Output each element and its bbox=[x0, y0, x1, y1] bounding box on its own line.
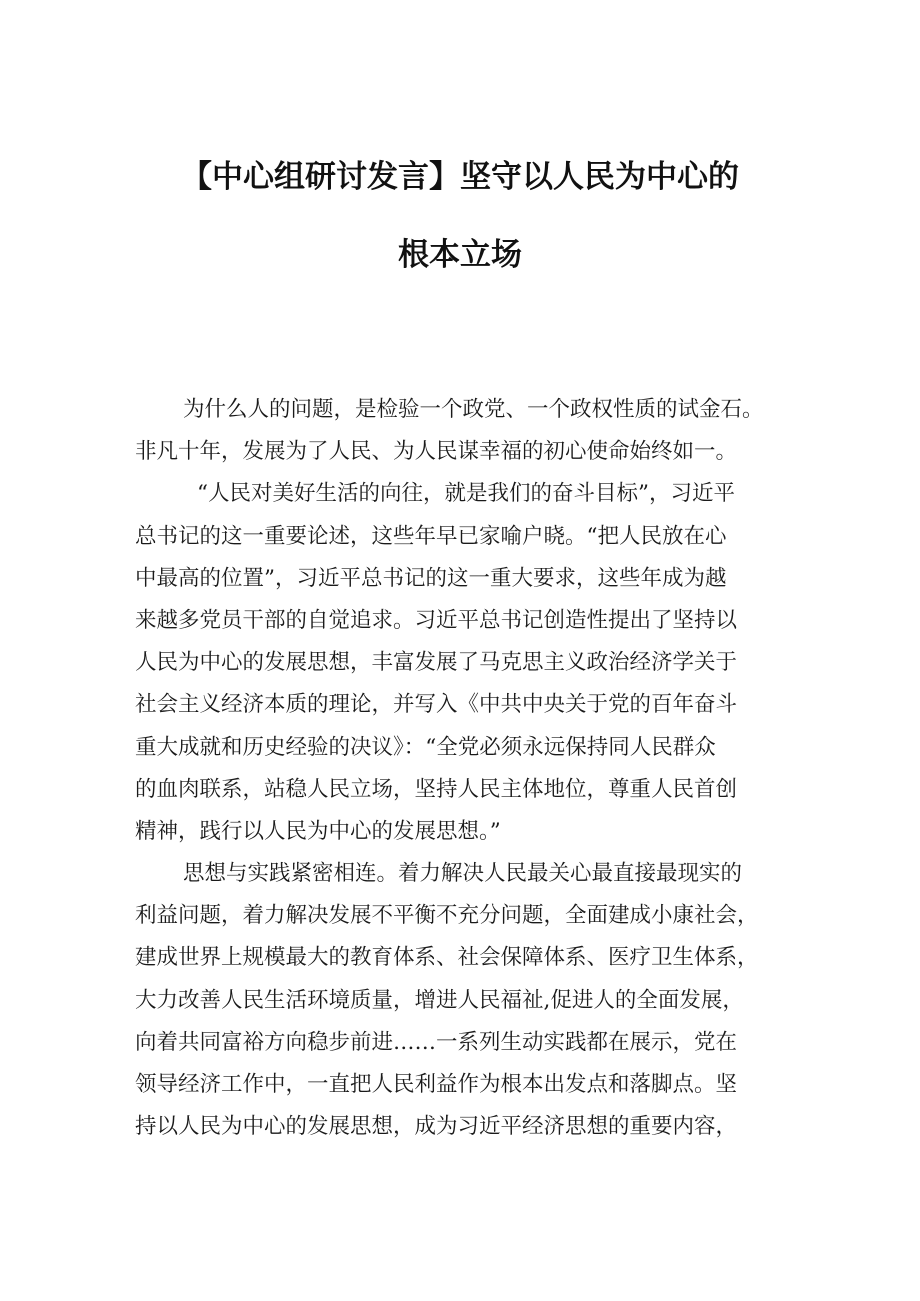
body-line: 持以人民为中心的发展思想，成为习近平经济思想的重要内容， bbox=[135, 1114, 738, 1140]
document-body bbox=[135, 389, 803, 1148]
body-line: 重大成就和历史经验的决议》：“全党必须永远保持同人民群众 bbox=[135, 734, 716, 760]
body-line: “人民对美好生活的向往，就是我们的奋斗目标”，习近平 bbox=[197, 481, 735, 507]
body-line: 人民为中心的发展思想，丰富发展了马克思主义政治经济学关于 bbox=[135, 650, 738, 676]
body-line: 的血肉联系，站稳人民立场，坚持人民主体地位，尊重人民首创 bbox=[135, 776, 738, 802]
body-line: 为什么人的问题，是检验一个政党、一个政权性质的试金石。 bbox=[183, 397, 764, 422]
body-line: 总书记的这一重要论述，这些年早已家喻户晓。“把人民放在心 bbox=[135, 523, 727, 549]
body-line: 社会主义经济本质的理论，并写入《中共中央关于党的百年奋斗 bbox=[135, 692, 738, 718]
body-line: 领导经济工作中，一直把人民利益作为根本出发点和落脚点。坚 bbox=[135, 1072, 738, 1097]
document-title-line-2: 根本立场 bbox=[398, 237, 522, 273]
body-line: 利益问题，着力解决发展不平衡不充分问题，全面建成小康社会， bbox=[135, 903, 759, 929]
body-line: 精神，践行以人民为中心的发展思想。” bbox=[135, 818, 501, 844]
document-title-line-1: 【中心组研讨发言】坚守以人民为中心的 bbox=[181, 159, 739, 195]
body-line: 建成世界上规模最大的教育体系、社会保障体系、医疗卫生体系， bbox=[135, 945, 759, 971]
body-line: 来越多党员干部的自觉追求。习近平总书记创造性提出了坚持以 bbox=[135, 607, 738, 633]
body-line: 非凡十年，发展为了人民、为人民谋幸福的初心使命始终如一。 bbox=[135, 439, 738, 465]
body-line: 中最高的位置”，习近平总书记的这一重大要求，这些年成为越 bbox=[135, 565, 727, 591]
body-line: 向着共同富裕方向稳步前进……一系列生动实践都在展示，党在 bbox=[135, 1029, 738, 1055]
body-line: 大力改善人民生活环境质量，增进人民福祉,促进人的全面发展， bbox=[135, 987, 744, 1013]
body-line: 思想与实践紧密相连。着力解决人民最关心最直接最现实的 bbox=[183, 861, 743, 887]
